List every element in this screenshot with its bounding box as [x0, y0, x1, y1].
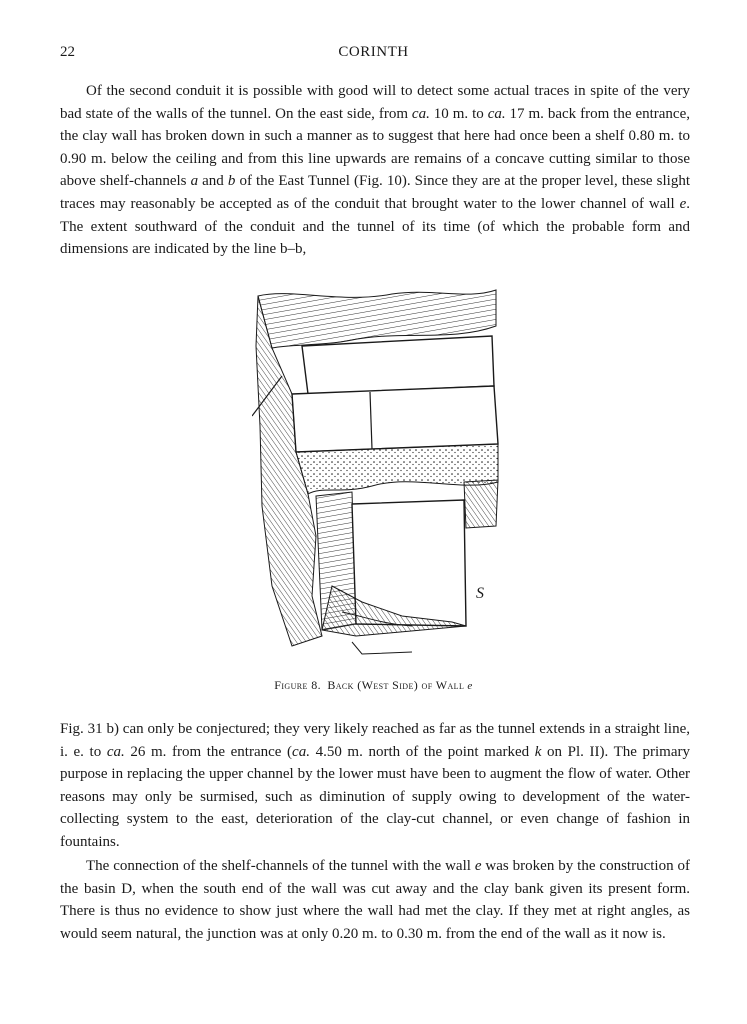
p1-text-6: . The extent southward of the conduit and the tunnel of its time (of which the probable form and dimensions are indicated by the line b–b, [60, 195, 690, 258]
p3-text-2: was broken by the construction of the basin D, when the south end of the wall was cut away and the clay bank given its present form. There is thus no evidence to show just where the wall had met the clay. If they met at right angles, as would seem natural, the junction was at only 0.20 m. to 0.30 m. from the end of the wall as it now is. [60, 858, 690, 942]
page-number: 22 [60, 44, 75, 60]
p2-ca-2: ca. [292, 743, 310, 760]
p1-text-2: 10 m. to [429, 105, 488, 122]
p1-text-5: of the East Tunnel (Fig. 10). Since they are at the proper level, these slight traces may reasonably be accepted as of the conduit that brought water to the lower channel of wall [60, 173, 690, 212]
p1-channel-b: b [227, 173, 236, 190]
p1-text-1: Of the second conduit it is possible with good will to detect some actual traces in spite of the very bad state of the walls of the tunnel. On the east side, from [60, 83, 690, 122]
caption-text: Back (West Side) of Wall [327, 678, 465, 692]
figure-8-drawing [252, 286, 500, 658]
p2-ca-1: ca. [106, 743, 125, 760]
p2-text-3: 4.50 m. north of the point marked [309, 743, 535, 760]
artist-monogram: S [476, 585, 484, 602]
wall-sketch-illustration [252, 286, 500, 658]
p2-text-2: 26 m. from the entrance ( [124, 743, 293, 760]
p2-text-4: on Pl. II). The primary purpose in replacing the upper channel by the lower must have been to augment the flow of water. Other reasons may only be surmised, such as diminution of supply owing to development of the water-collecting system to the east, deterioration of the clay-cut channel, or even change of fashion in fountains. [60, 743, 690, 850]
p3-wall-e: e [474, 858, 482, 874]
p2-point-k: k [534, 743, 542, 760]
running-head: CORINTH [338, 44, 409, 60]
p1-text-4: and [198, 173, 228, 190]
paragraph-2 [60, 718, 690, 854]
p1-channel-a: a [190, 173, 199, 190]
figure-caption [0, 678, 747, 693]
p1-text-3: 17 m. back from the entrance, the clay wall has broken down in such a manner as to suggest that here had once been a shelf 0.80 m. to 0.90 m. below the ceiling and from this line upwards are remains of a concave cutting similar to those above shelf-channels [60, 105, 690, 190]
p1-wall-e: e [679, 195, 687, 212]
caption-letter: e [467, 680, 473, 692]
p3-text-1: The connection of the shelf-channels of the tunnel with the wall [86, 858, 475, 874]
p1-ca-1: ca. [411, 105, 430, 122]
paragraph-1 [60, 80, 690, 261]
p2-text-1: Fig. 31 b) can only be conjectured; they very likely reached as far as the tunnel extends in a straight line, i. e. to [60, 721, 690, 760]
caption-prefix: Figure 8. [274, 678, 321, 692]
p1-ca-2: ca. [487, 105, 506, 122]
paragraph-3 [60, 855, 690, 945]
